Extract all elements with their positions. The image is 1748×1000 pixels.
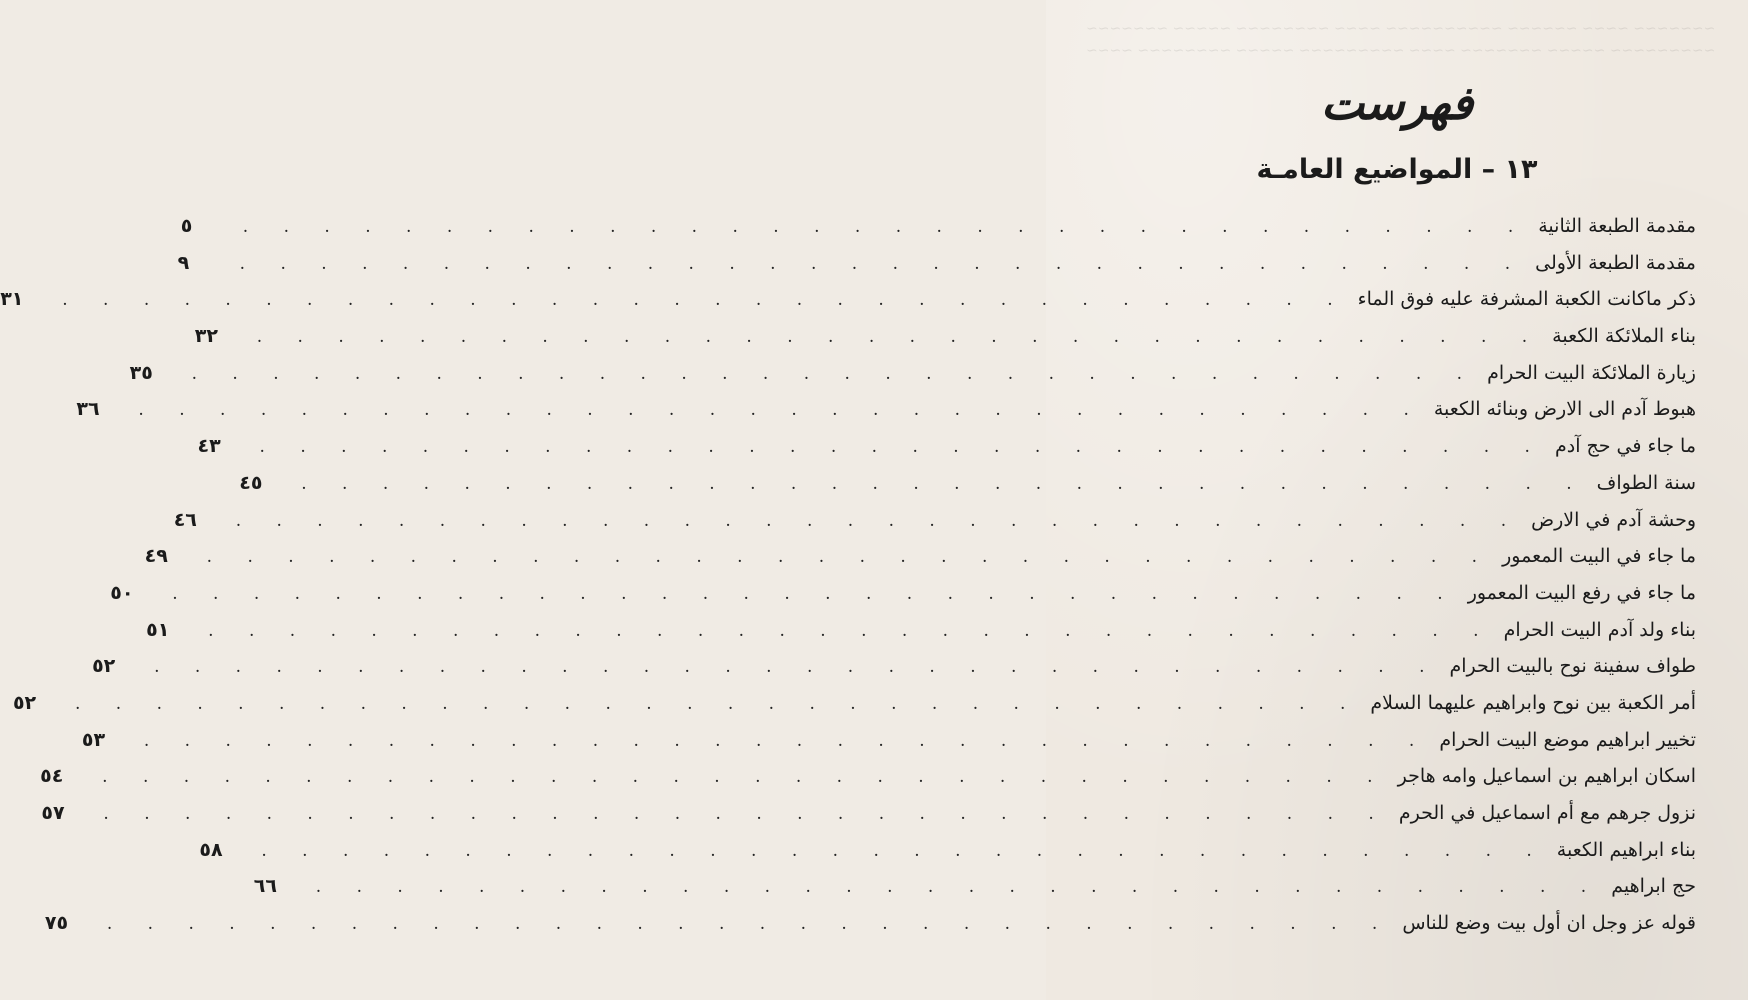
entry-page-number: ٣٦ (76, 398, 100, 421)
toc-entry[interactable] (177, 245, 1696, 282)
toc-entry[interactable] (197, 428, 1696, 465)
toc-entry[interactable] (146, 612, 1696, 649)
entry-page-number: ٥٣ (81, 728, 106, 751)
entry-title: هبوط آدم الى الارض وبنائه الكعبة (1433, 398, 1696, 421)
entry-page-number: ٣٥ (129, 361, 153, 384)
entry-title: ما جاء في حج آدم (1554, 435, 1696, 458)
dot-leader: . . . . . . . . . . . . . . . . . . . . . . . . . . . . . . . . (74, 693, 1361, 714)
toc-entry[interactable] (239, 465, 1696, 502)
toc-entry[interactable] (180, 208, 1696, 245)
entry-page-number: ٥٤ (40, 765, 64, 788)
entry-title: ما جاء في رفع البيت المعمور (1467, 581, 1696, 604)
toc-entry[interactable] (144, 538, 1696, 575)
toc-entry[interactable] (173, 502, 1696, 539)
bleed-through-texture: ~~~~~~~ ~~~~~ ~~~~~~~~ ~~~~ ~~~~~~~~~~ ~~~~~~ ~~~~ ~~~~~~~ ~~~~ ~~~~~~~~ ~~~~~ ~~~~~~~~~ ~~~~ ~~~~~~~ ~~~~~ ~~~~~~~~~ (1086, 21, 1716, 59)
dot-leader: . . . . . . . . . . . . . . . . . . . . . . . . . . . . . . . . (138, 400, 1424, 421)
entry-page-number: ٥٨ (199, 838, 223, 861)
toc-entry[interactable] (92, 648, 1696, 685)
dot-leader: . . . . . . . . . . . . . . . . . . . . . . . . . . . . . . . . (256, 327, 1543, 348)
toc-entry[interactable] (194, 318, 1696, 355)
entry-title: بناء الملائكة الكعبة (1552, 325, 1696, 348)
entry-page-number: ٤٣ (197, 435, 221, 458)
entry-page-number: ٩ (177, 251, 190, 274)
entry-title: ذكر ماكانت الكعبة المشرفة عليه فوق الماء (1357, 288, 1696, 311)
entry-title: اسكان ابراهيم بن اسماعيل وامه هاجر (1397, 765, 1696, 788)
dot-leader: . . . . . . . . . . . . . . . . . . . . . . . . . . . . . . . . (261, 840, 1547, 861)
dot-leader: . . . . . . . . . . . . . . . . . . . . . . . . . . . . . . . . (62, 290, 1348, 311)
entry-title: بناء ابراهيم الكعبة (1556, 838, 1696, 861)
dot-leader: . . . . . . . . . . . . . . . . . . . . . . . . . . . . . . . . (143, 730, 1430, 751)
dot-leader: . . . . . . . . . . . . . . . . . . . . . . . . . . . . . . . . (206, 547, 1493, 568)
page-title: فهرست (1320, 76, 1474, 130)
entry-page-number: ٣٢ (194, 325, 218, 348)
entry-title: مقدمة الطبعة الأولى (1535, 251, 1696, 274)
entry-title: طواف سفينة نوح بالبيت الحرام (1449, 655, 1696, 678)
dot-leader: . . . . . . . . . . . . . . . . . . . . . . . . . . . . . . . . (103, 804, 1389, 824)
dot-leader: . . . . . . . . . . . . . . . . . . . . . . . . . . . . . . . . (106, 914, 1393, 935)
dot-leader: . . . . . . . . . . . . . . . . . . . . . . . . . . . . . . . . (259, 437, 1545, 458)
entry-title: مقدمة الطبعة الثانية (1538, 215, 1696, 237)
entry-page-number: ٧٥ (44, 912, 69, 935)
entry-page-number: ٥٢ (92, 655, 116, 678)
entry-title: زيارة الملائكة البيت الحرام (1487, 361, 1696, 384)
entry-title: بناء ولد آدم البيت الحرام (1503, 618, 1696, 641)
dot-leader: . . . . . . . . . . . . . . . . . . . . . . . . . . . . . . . . (102, 767, 1388, 788)
entry-title: قوله عز وجل ان أول بيت وضع للناس (1402, 912, 1696, 935)
entry-page-number: ٤٦ (173, 508, 197, 531)
entry-page-number: ٤٩ (144, 545, 168, 568)
dot-leader: . . . . . . . . . . . . . . . . . . . . . . . . . . . . . . . . (154, 657, 1440, 678)
entry-title: سنة الطواف (1596, 471, 1696, 494)
dot-leader: . . . . . . . . . . . . . . . . . . . . . . . . . . . . . . . . (242, 217, 1529, 237)
toc-entry[interactable] (199, 832, 1696, 869)
entry-title: ما جاء في البيت المعمور (1502, 545, 1696, 568)
entry-page-number: ٥٢ (12, 691, 37, 714)
section-title: ١٣ – المواضيع العامـة (1256, 154, 1538, 185)
entry-page-number: ٥٠ (110, 581, 134, 604)
dot-leader: . . . . . . . . . . . . . . . . . . . . . . . . . . . . . . . . (208, 620, 1494, 641)
entry-page-number: ٦٦ (253, 875, 277, 898)
entry-title: نزول جرهم مع أم اسماعيل في الحرم (1398, 802, 1696, 824)
entry-page-number: ٥٧ (41, 802, 65, 824)
entry-title: تخيير ابراهيم موضع البيت الحرام (1439, 728, 1696, 751)
table-of-contents (0, 208, 1696, 942)
entry-page-number: ٥ (180, 215, 193, 237)
entry-page-number: ٤٥ (239, 471, 263, 494)
toc-entry[interactable] (129, 355, 1696, 392)
entry-page-number: ٣١ (0, 288, 24, 311)
dot-leader: . . . . . . . . . . . . . . . . . . . . . . . . . . . . . . . . (315, 877, 1602, 898)
dot-leader: . . . . . . . . . . . . . . . . . . . . . . . . . . . . . . . . (239, 253, 1526, 274)
entry-title: وحشة آدم في الارض (1531, 508, 1696, 531)
entry-title: حج ابراهيم (1611, 875, 1696, 898)
dot-leader: . . . . . . . . . . . . . . . . . . . . . . . . . . . . . . . . (235, 510, 1522, 531)
toc-entry[interactable] (41, 795, 1696, 832)
dot-leader: . . . . . . . . . . . . . . . . . . . . . . . . . . . . . . . . (191, 363, 1478, 384)
toc-entry[interactable] (0, 281, 1696, 318)
toc-entry[interactable] (110, 575, 1696, 612)
toc-entry[interactable] (40, 758, 1696, 795)
entry-title: أمر الكعبة بين نوح وابراهيم عليهما السلام (1370, 691, 1696, 714)
entry-page-number: ٥١ (146, 618, 170, 641)
toc-entry[interactable] (76, 391, 1696, 428)
toc-entry[interactable] (44, 905, 1696, 942)
dot-leader: . . . . . . . . . . . . . . . . . . . . . . . . . . . . . . . . (172, 583, 1458, 604)
toc-entry[interactable] (12, 685, 1696, 722)
toc-entry[interactable] (81, 722, 1696, 759)
dot-leader: . . . . . . . . . . . . . . . . . . . . . . . . . . . . . . . . (301, 473, 1587, 494)
toc-entry[interactable] (253, 868, 1696, 905)
